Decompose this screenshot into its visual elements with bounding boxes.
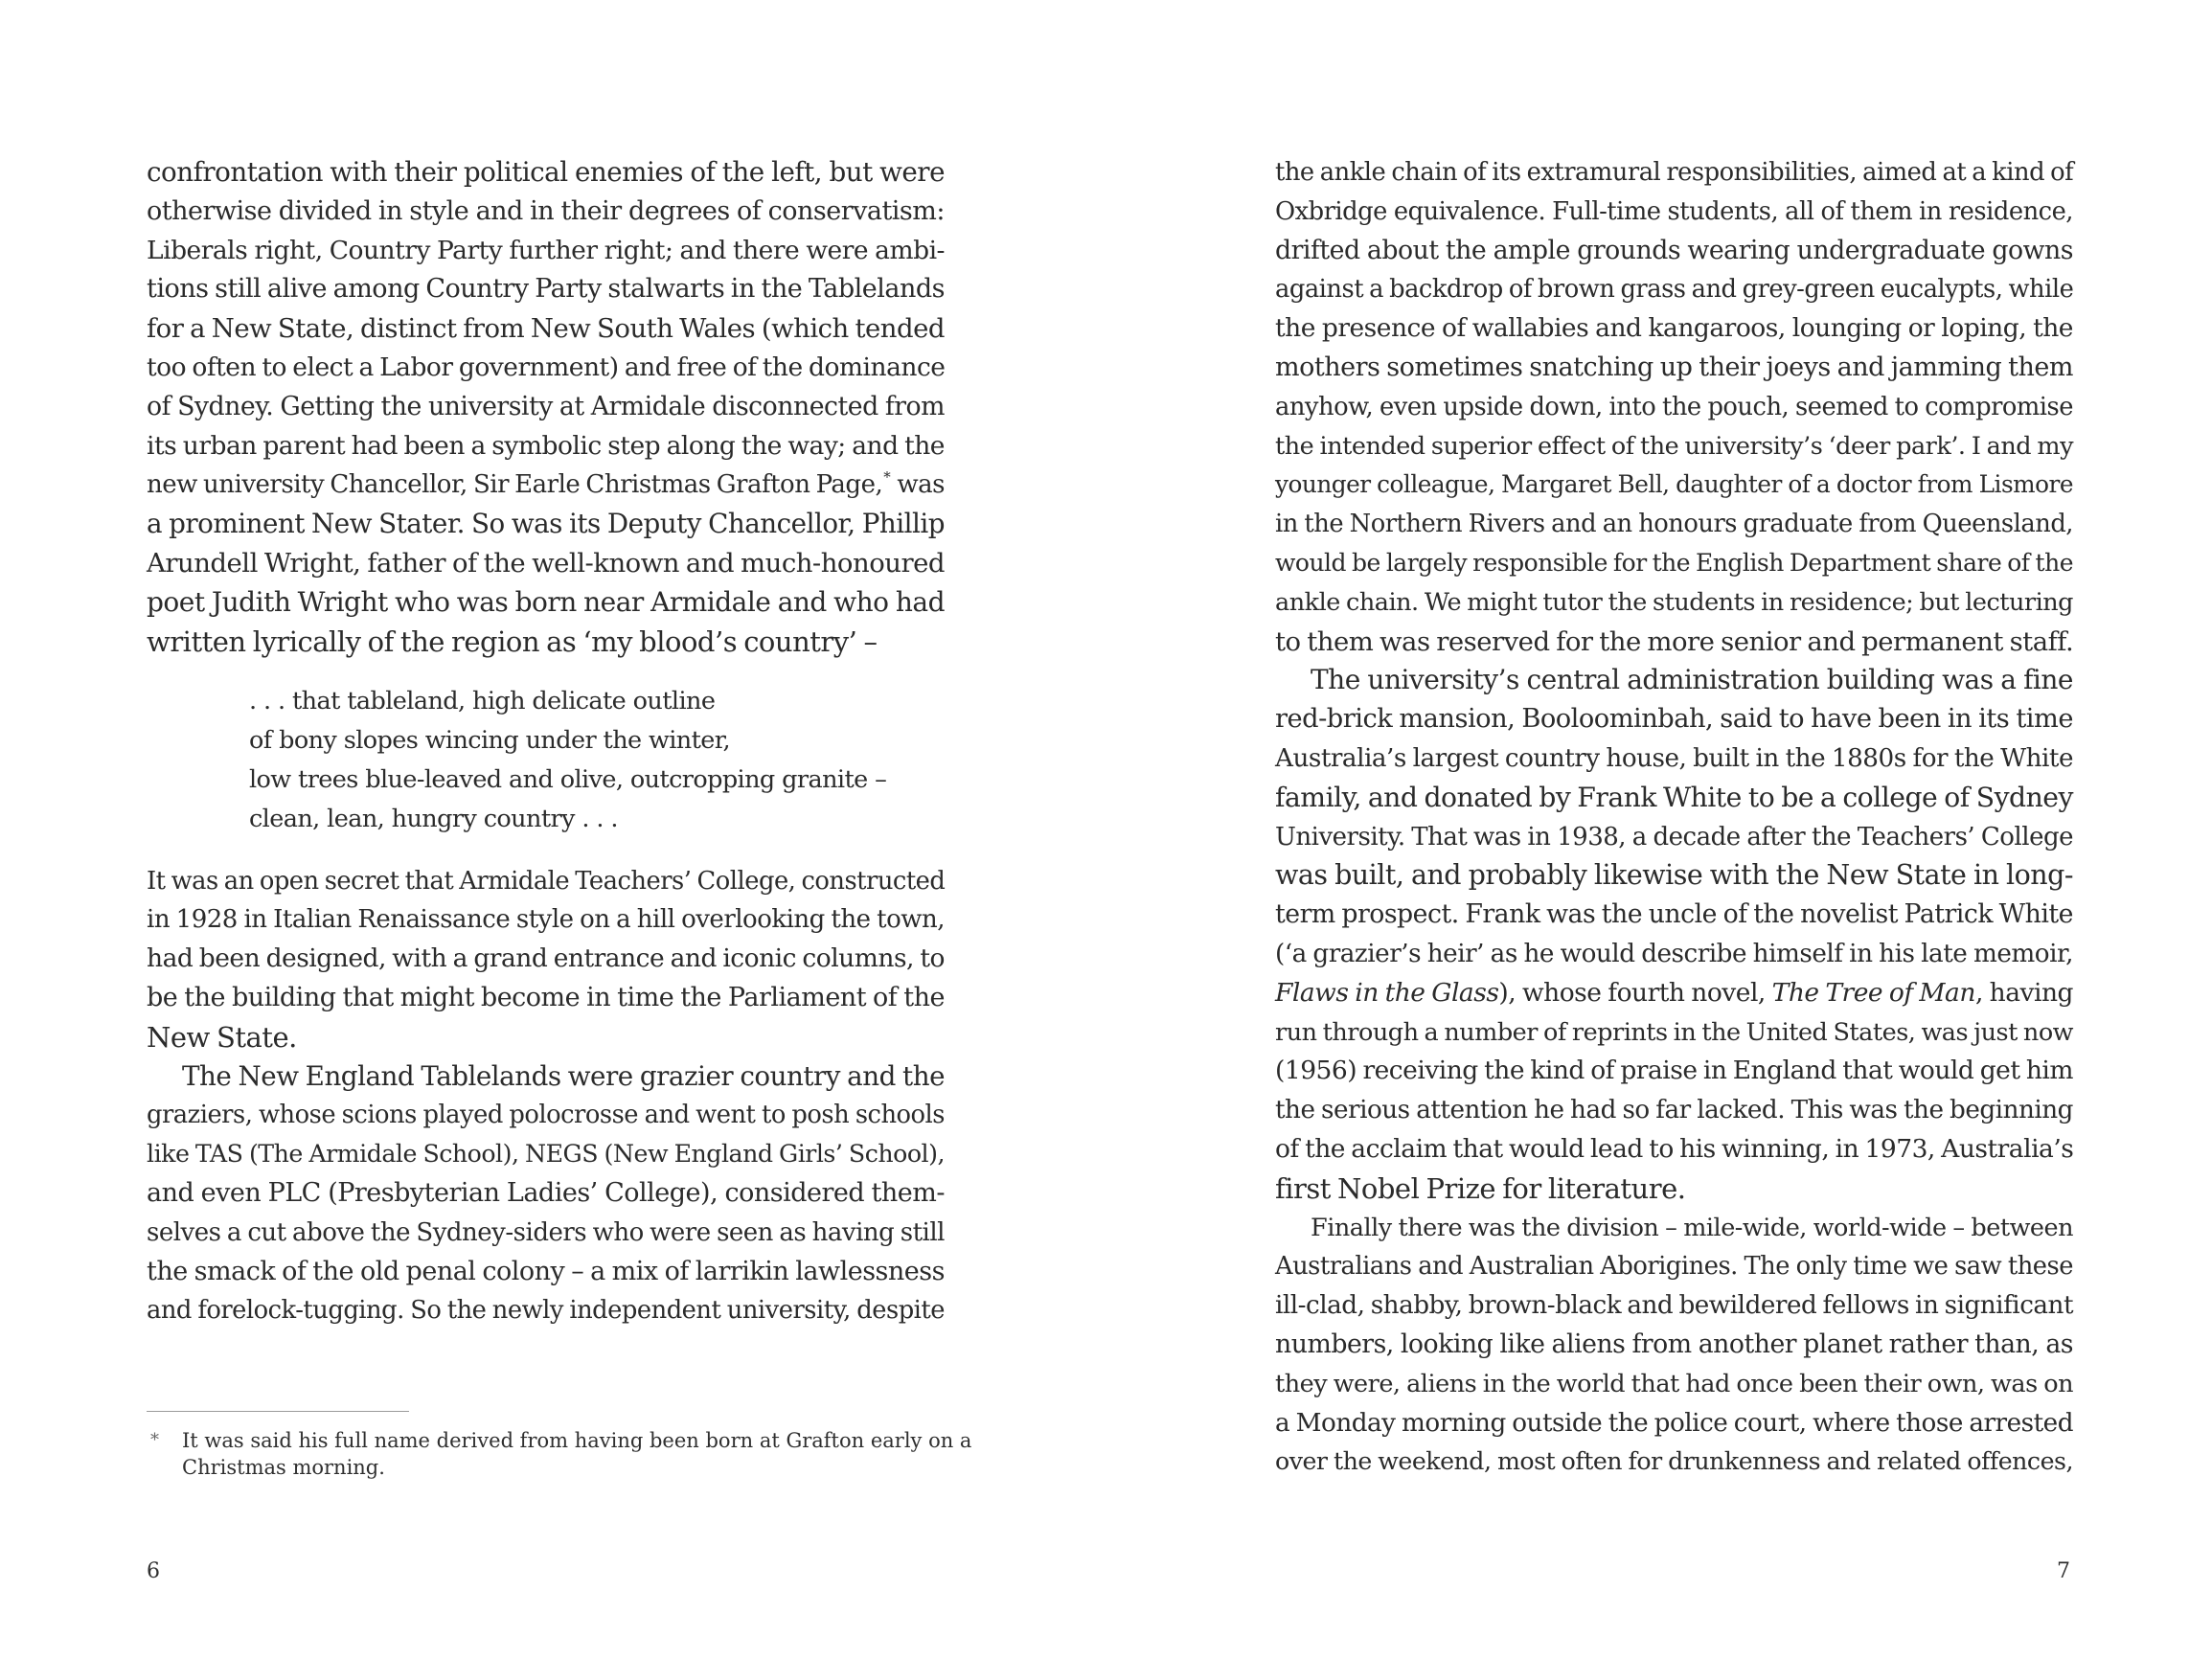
text-line: Arundell Wright, father of the well-known and much-honoured [147,547,945,579]
text-line: younger colleague, Margaret Bell, daughter of a doctor from Lismore [1275,470,2073,499]
text-line: against a backdrop of brown grass and grey-green eucalypts, while [1275,275,2074,305]
book-title: The Tree of Man [1771,977,1975,1008]
text-line: mothers sometimes snatching up their joeys and jamming them [1275,352,2073,382]
right-column-text [1275,153,2073,1482]
text-line: ankle chain. We might tutor the students in residence; but lecturing [1275,587,2073,617]
text-line: The New England Tablelands were grazier country and the [182,1059,945,1092]
text-line: term prospect. Frank was the uncle of the novelist Patrick White [1275,899,2073,930]
text-line: graziers, whose scions played polocrosse and went to posh schools [147,1101,945,1130]
text-line: first Nobel Prize for literature. [1275,1171,1686,1205]
text-line: Australia’s largest country house, built in the 1880s for the White [1275,743,2073,773]
text-line: and forelock-tugging. So the newly independent university, despite [147,1296,945,1326]
text-line: of Sydney. Getting the university at Armidale disconnected from [147,391,945,421]
text-line: tions still alive among Country Party stalwarts in the Tablelands [147,274,945,305]
text-line: red-brick mansion, Booloominbah, said to have been in its time [1275,704,2073,735]
text-line: drifted about the ample grounds wearing undergraduate gowns [1275,235,2073,265]
text-line: family, and donated by Frank White to be a college of Sydney [1275,781,2073,813]
text-line: anyhow, even upside down, into the pouch, seemed to compromise [1275,392,2073,421]
text-line: Oxbridge equivalence. Full-time students, all of them in residence, [1275,196,2073,226]
poem-line: clean, lean, hungry country . . . [249,804,618,833]
text-line: its urban parent had been a symbolic step along the way; and the [147,430,945,461]
text-line: over the weekend, most often for drunkenness and related offences, [1275,1447,2073,1476]
text-line: be the building that might become in time the Parliament of the [147,982,945,1012]
text-line: Australians and Australian Aborigines. The only time we saw these [1275,1252,2073,1282]
footnote-text-line: It was said his full name derived from having been born at Grafton early on a [182,1429,972,1452]
footnote [147,1427,972,1481]
text-line: New State. [147,1020,297,1054]
footnote-divider [147,1411,409,1412]
text-line: confrontation with their political enemies of the left, but were [147,156,945,188]
text-line: the ankle chain of its extramural responsibilities, aimed at a kind of [1275,158,2074,187]
poem-line: . . . that tableland, high delicate outline [249,687,716,716]
text-line: to them was reserved for the more senior and permanent staff. [1275,625,2074,657]
page-number-left: 6 [147,1559,160,1583]
text-line: University. That was in 1938, a decade after the Teachers’ College [1275,822,2073,852]
page-number-right: 7 [2057,1559,2070,1583]
book-title: Flaws in the Glass [1275,977,1499,1008]
text-line: written lyrically of the region as ‘my blood’s country’ – [147,625,878,658]
text-line: the presence of wallabies and kangaroos, lounging or loping, the [1275,313,2073,344]
text-line: ill-clad, shabby, brown-black and bewildered fellows in significant [1275,1291,2073,1321]
text-line: and even PLC (Presbyterian Ladies’ College), considered them- [147,1177,945,1208]
poem-line: low trees blue-leaved and olive, outcropping granite – [249,764,887,794]
text-span: , having [1974,977,2073,1008]
text-line: selves a cut above the Sydney-siders who were seen as having still [147,1217,945,1247]
text-line: otherwise divided in style and in their degrees of conservatism: [147,195,945,226]
text-line: like TAS (The Armidale School), NEGS (New England Girls’ School), [147,1140,945,1169]
text-line: they were, aliens in the world that had once been their own, was on [1275,1369,2073,1398]
text-span: new university Chancellor, Sir Earle Christmas Grafton Page, [147,470,883,500]
text-line: would be largely responsible for the English Department share of the [1275,548,2073,577]
text-line: (1956) receiving the kind of praise in England that would get him [1275,1056,2073,1086]
text-span: was [891,470,945,500]
footnote-marker: * [150,1430,159,1450]
text-line: Finally there was the division – mile-wide, world-wide – between [1311,1213,2073,1242]
text-line: had been designed, with a grand entrance and iconic columns, to [147,943,945,974]
text-line: a prominent New Stater. So was its Deputy Chancellor, Phillip [147,508,945,540]
text-line: of the acclaim that would lead to his winning, in 1973, Australia’s [1275,1133,2074,1164]
text-line-with-titles [1275,974,2073,1013]
text-line: poet Judith Wright who was born near Armidale and who had [147,585,945,618]
text-line: run through a number of reprints in the United States, was just now [1275,1017,2073,1047]
text-line: the serious attention he had so far lacked. This was the beginning [1275,1096,2073,1125]
text-line: in the Northern Rivers and an honours graduate from Queensland, [1275,510,2073,539]
text-line: Liberals right, Country Party further right; and there were ambi- [147,235,945,265]
text-line: was built, and probably likewise with the New State in long- [1275,859,2073,892]
text-line: the intended superior effect of the university’s ‘deer park’. I and my [1275,431,2073,461]
text-line: The university’s central administration building was a fine [1311,664,2073,696]
text-line: (‘a grazier’s heir’ as he would describe himself in his late memoir, [1275,939,2073,968]
text-line: a Monday morning outside the police court, where those arrested [1275,1408,2073,1438]
text-line: too often to elect a Labor government) and free of the dominance [147,352,946,382]
footnote-reference[interactable]: * [883,468,891,487]
text-line: It was an open secret that Armidale Teachers’ College, constructed [147,866,946,896]
poem-line: of bony slopes wincing under the winter, [249,726,731,756]
text-line-with-footnote-ref [147,466,945,505]
right-page [1106,0,2212,1658]
left-column-text [147,153,945,1330]
text-span: ), whose fourth novel, [1498,977,1772,1008]
text-line: in 1928 in Italian Renaissance style on a hill overlooking the town, [147,905,945,935]
footnote-text-line: Christmas morning. [182,1456,385,1479]
text-line: for a New State, distinct from New South Wales (which tended [147,313,945,345]
text-line: numbers, looking like aliens from another planet rather than, as [1275,1329,2073,1359]
poem-quote [147,682,945,838]
text-line: the smack of the old penal colony – a mix of larrikin lawlessness [147,1256,945,1286]
